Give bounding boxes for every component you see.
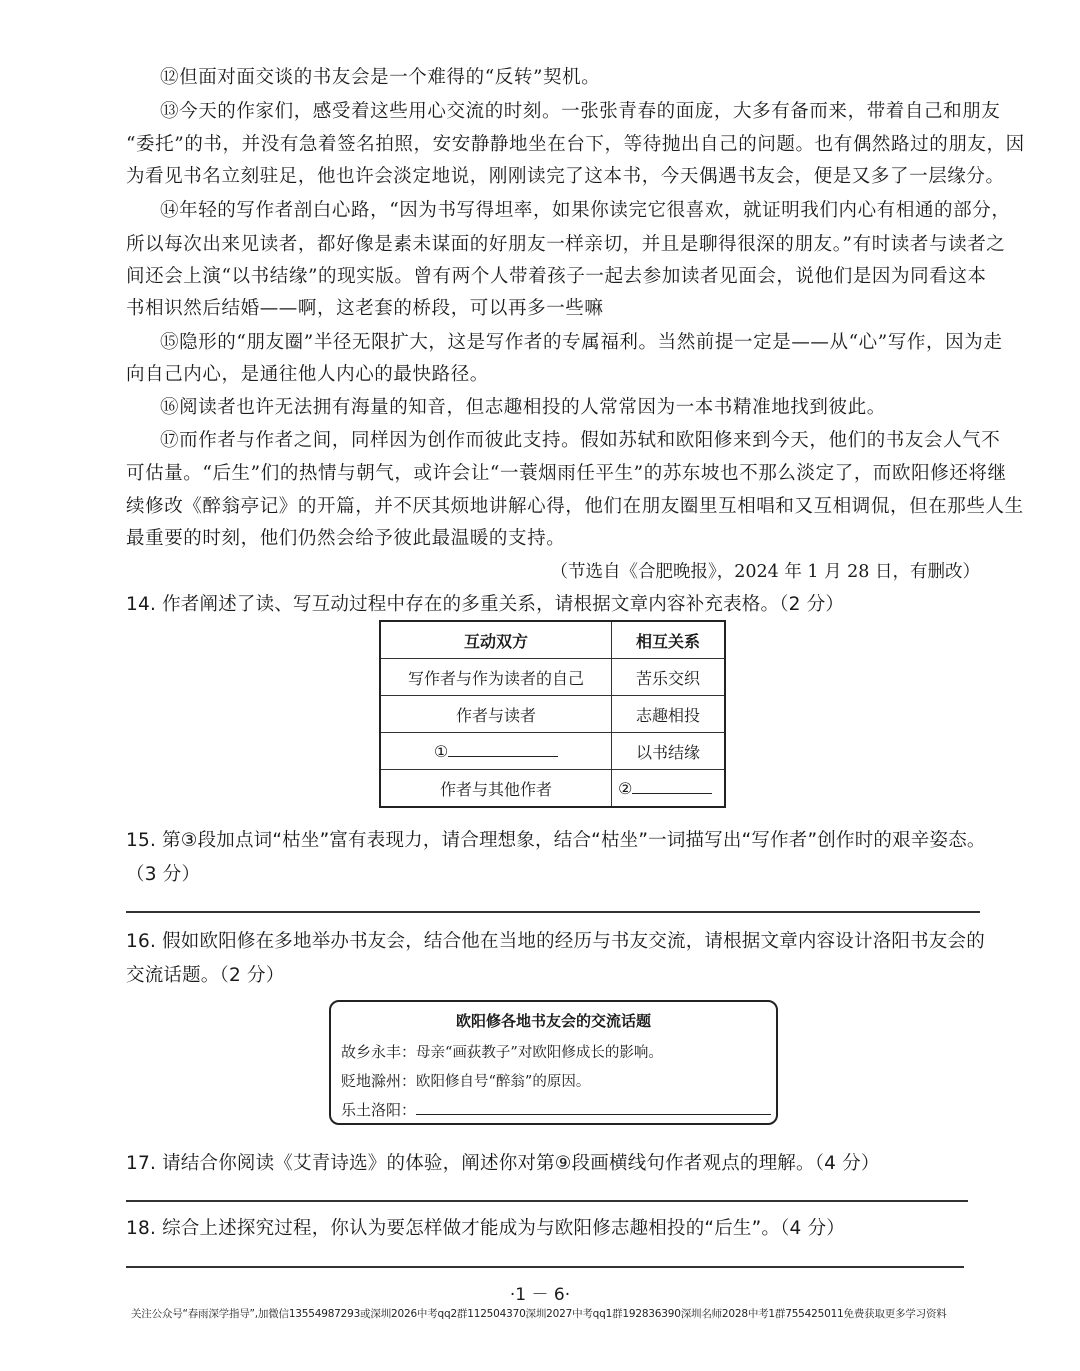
topic-place: 故乡永丰： <box>341 1043 417 1061</box>
topic-box-title: 欧阳修各地书友会的交流话题 <box>455 1012 651 1030</box>
paragraph-12-line: ⑫但面对面交谈的书友会是一个难得的“反转”契机。 <box>160 67 601 88</box>
paragraph-13-line: ⑬今天的作家们，感受着这些用心交流的时刻。一张张青春的面庞，大多有备而来，带着自己和朋友 <box>160 101 1001 122</box>
answer-line-q17[interactable] <box>126 1200 968 1202</box>
paragraph-17-line: 最重要的时刻，他们仍然会给予彼此最温暖的支持。 <box>126 528 566 549</box>
page-number: ·1 － 6· <box>509 1285 571 1305</box>
topic-place: 贬地滁州： <box>341 1072 417 1090</box>
paragraph-14-line: ⑭年轻的写作者剖白心路，“因为书写得坦率，如果你读完它很喜欢，就证明我们内心有相通的部分， <box>160 200 1011 221</box>
table-cell: 作者与读者 <box>380 696 612 733</box>
table-row <box>380 733 725 770</box>
table-cell: 写作者与作为读者的自己 <box>380 659 612 696</box>
table-cell: 以书结缘 <box>612 733 726 770</box>
answer-blank-1[interactable] <box>448 742 558 757</box>
table-header-parties: 互动双方 <box>380 621 612 659</box>
question-14: 14. 作者阐述了读、写互动过程中存在的多重关系，请根据文章内容补充表格。（2 分） <box>126 594 845 615</box>
table-cell-blank-2[interactable] <box>612 770 726 808</box>
answer-blank-2[interactable] <box>632 779 712 794</box>
question-18: 18. 综合上述探究过程，你认为要怎样做才能成为与欧阳修志趣相投的“后生”。（4 分） <box>126 1218 845 1239</box>
table-header-relation: 相互关系 <box>612 621 726 659</box>
question-17: 17. 请结合你阅读《艾青诗选》的体验，阐述你对第⑨段画横线句作者观点的理解。（4 分） <box>126 1153 880 1174</box>
table-row <box>380 770 725 808</box>
paragraph-14-line: 书相识然后结婚——啊，这老套的桥段，可以再多一些嘛 <box>126 298 604 319</box>
paragraph-14-line: 间还会上演“以书结缘”的现实版。曾有两个人带着孩子一起去参加读者见面会，说他们是因为同看这本 <box>126 266 987 287</box>
table-row <box>380 659 725 696</box>
table-cell: 苦乐交织 <box>612 659 726 696</box>
table-cell-blank-1[interactable] <box>380 733 612 770</box>
paragraph-17-line: 续修改《醉翁亭记》的开篇，并不厌其烦地讲解心得，他们在朋友圈里互相唱和又互相调侃，但在那些人生 <box>126 496 1024 517</box>
paragraph-15-line: 向自己内心，是通往他人内心的最快路径。 <box>126 364 489 385</box>
answer-line-q18[interactable] <box>126 1266 964 1268</box>
paragraph-13-line: 为看见书名立刻驻足，他也许会淡定地说，刚刚读完了这本书，今天偶遇书友会，便是又多了一层缘分。 <box>126 166 1005 187</box>
paragraph-17-line: ⑰而作者与作者之间，同样因为创作而彼此支持。假如苏轼和欧阳修来到今天，他们的书友会人气不 <box>160 430 1001 451</box>
paragraph-15-line: ⑮隐形的“朋友圈”半径无限扩大，这是写作者的专属福利。当然前提一定是——从“心”写作，因为走 <box>160 332 1003 353</box>
topic-text: 母亲“画荻教子”对欧阳修成长的影响。 <box>416 1045 663 1061</box>
topic-place: 乐土洛阳： <box>341 1101 417 1119</box>
topic-row-yongfeng <box>341 1041 663 1062</box>
paragraph-16-line: ⑯阅读者也许无法拥有海量的知音，但志趣相投的人常常因为一本书精准地找到彼此。 <box>160 397 886 418</box>
answer-line-q15[interactable] <box>126 911 980 913</box>
topic-row-chuzhou <box>341 1070 590 1091</box>
table-header-row <box>380 621 725 659</box>
question-16: 16. 假如欧阳修在多地举办书友会，结合他在当地的经历与书友交流，请根据文章内容设计洛阳书友会的 <box>126 931 985 952</box>
paragraph-14-line: 所以每次出来见读者，都好像是素未谋面的好朋友一样亲切，并且是聊得很深的朋友。”有时读者与读者之 <box>126 234 1006 255</box>
blank-marker-1: ① <box>433 741 449 761</box>
question-15: 15. 第③段加点词“枯坐”富有表现力，请合理想象，结合“枯坐”一词描写出“写作者”创作时的艰辛姿态。 <box>126 830 986 851</box>
relationship-table <box>379 620 726 808</box>
table-row <box>380 696 725 733</box>
blank-marker-2: ② <box>618 778 633 798</box>
topic-box <box>329 1000 778 1125</box>
answer-blank-luoyang[interactable] <box>416 1100 771 1115</box>
topic-row-luoyang <box>341 1099 771 1120</box>
passage-source: （节选自《合肥晚报》，2024 年 1 月 28 日，有删改） <box>550 562 980 582</box>
paragraph-13-line: “委托”的书，并没有急着签名拍照，安安静静地坐在台下，等待抛出自己的问题。也有偶然路过的朋友，因 <box>126 134 1025 155</box>
question-15-score: （3 分） <box>126 864 201 885</box>
paragraph-17-line: 可估量。“后生”们的热情与朝气，或许会让“一蓑烟雨任平生”的苏东坡也不那么淡定了，而欧阳修还将继 <box>126 463 1007 484</box>
table-cell: 作者与其他作者 <box>380 770 612 808</box>
footer-note: 关注公众号“春雨深学指导”,加微信13554987293或深圳2026中考qq2群112504370深圳2027中考qq1群192836390深圳名师2028中考1群755425011免费获取更多学习资料 <box>131 1308 947 1320</box>
table-cell: 志趣相投 <box>612 696 726 733</box>
question-16-score: 交流话题。（2 分） <box>126 965 285 986</box>
topic-text: 欧阳修自号“醉翁”的原因。 <box>416 1074 591 1090</box>
